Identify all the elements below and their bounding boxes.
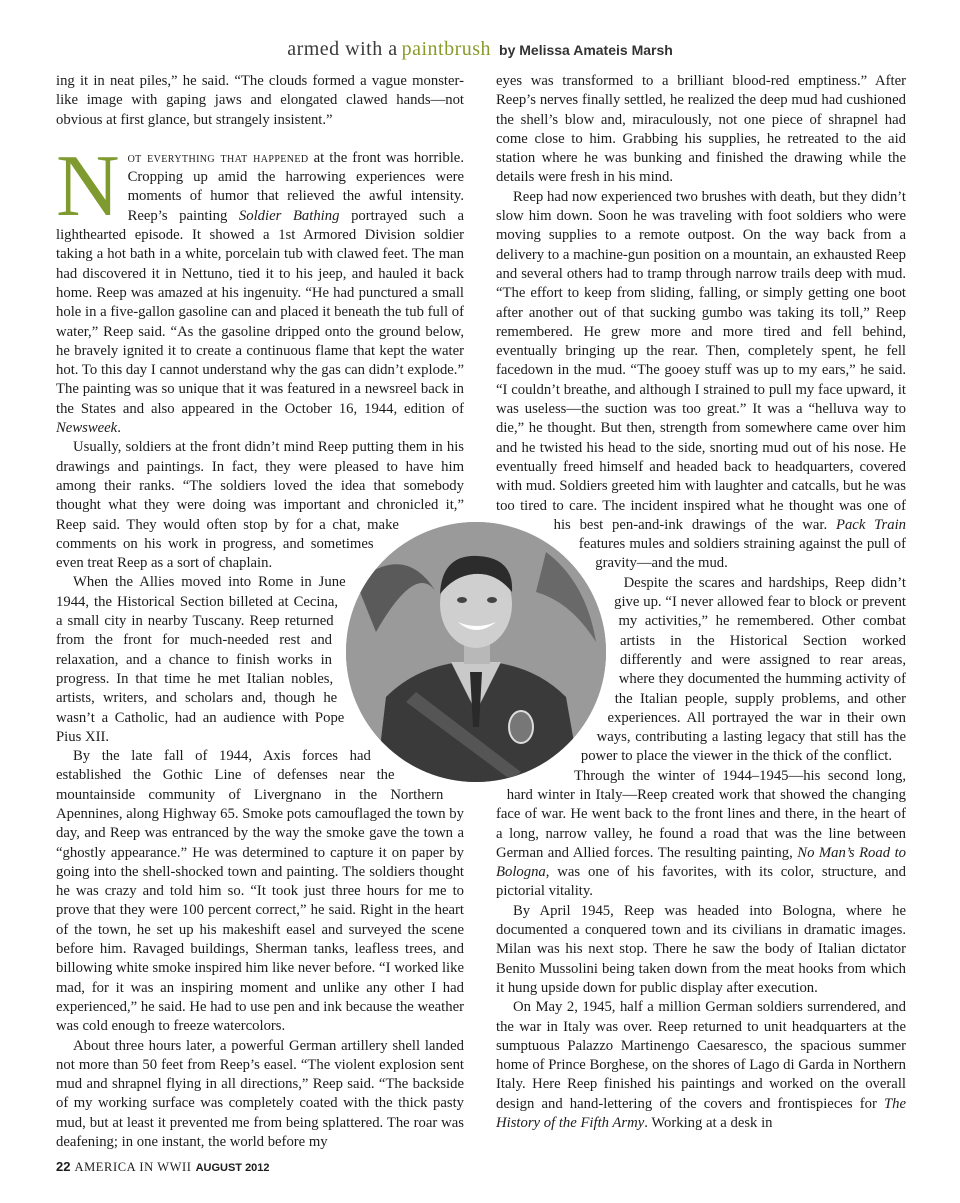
text: On May 2, 1945, half a million German soldiers surrendered, and the war in Italy was over. Reep returned to unit headquarters at the sumptuous Palazzo Martinengo Caesaresco, the spacious summer home of Prince Borghese, on the shores of Lago di Garda in Northern Italy. Here Reep finished his paintings and worked on the overall design and hand-lettering of the covers and frontispieces for <box>496 999 906 1112</box>
text: . Working at a desk in <box>644 1115 773 1132</box>
uniform-patch <box>509 711 533 743</box>
paragraph: ing it in neat piles,” he said. “The clouds formed a vague monster-like image with gaping jaws and elongated clawed hands—not obvious at first glance, but strangely insistent.” <box>56 73 464 128</box>
wrap-spacer <box>496 786 507 805</box>
drop-cap: N <box>56 137 120 235</box>
paragraph <box>496 998 906 1133</box>
soldier-portrait-photo <box>346 522 606 782</box>
article-header <box>0 38 960 61</box>
artwork-title: Soldier Bathing <box>238 207 340 224</box>
artwork-title: No Man’s Road to Bologna <box>496 844 906 881</box>
header-title-part2: paintbrush <box>401 38 492 60</box>
paragraph: eyes was transformed to a brilliant blood-red emptiness.” After Reep’s nerves finally settled, he realized the deep mud had cushioned the shell’s blow and, miraculously, not one piece of shrapnel had come close to him. Grabbing his supplies, he retreated to the aid station where he was bunking and finished the drawing while the details were fresh in his mind. <box>496 73 906 186</box>
paragraph: Despite the scares and hardships, Reep didn’t give up. “I never allowed fear to block or prevent my activities,” he remembered. Other combat artists in the Historical Section worked differently and were assigned to rear areas, where they documented the humming activity of the Italian people, supply problems, and other experiences. All portrayed the war in their own ways, contributing a lasting legacy that still has the power to place the viewer in the thick of the conflict. <box>580 574 906 765</box>
text: portrayed such a lighthearted episode. It showed a 1st Armored Division soldier taking a hot bath in a white, porcelain tub with clawed feet. The man had discovered it in Nettuno, tied it to his jeep, and hauled it back home. Reep was amazed at his ingenuity. “He had punctured a small hole in a five-gallon gasoline can and placed it beneath the tub full of water,” Reep said. “As the gasoline dripped onto the ground below, he bravely ignited it to create a continuous flame that kept the water hot. To this day I cannot understand why the gas can didn’t explode.” The painting was so unique that it was featured in a newsreel back in the States and also appeared in the October 16, 1944, edition of <box>56 207 464 417</box>
paragraph: By April 1945, Reep was headed into Bologna, where he documented a conquered town and its civilians in dramatic images. Milan was his next stop. There he saw the body of Italian dictator Benito Mussolini being taken down from the meat hooks from which it hung upside down for public display after execution. <box>496 902 906 996</box>
text: features mules and soldiers straining against the pull of gravity—and the mud. <box>578 536 906 572</box>
paragraph: When the Allies moved into Rome in June 1944, the Historical Section billeted at Cecina, a small city in nearby Tuscany. Reep returned from the front for much-needed rest and relaxation, and a chance to finish works in progress. In that time he met Italian nobles, artists, writers, and scholars and, though he wasn’t a Catholic, had an audience with Pope Pius XII. <box>56 574 346 745</box>
paragraph: By the late fall of 1944, Axis forces had established the Gothic Line of defenses near the mountainside community of Livergnano in the Northern Apennines, along Highway 65. Smoke pots camouflaged the town by day, and Reep was entranced by the way the smoke gave the town a “ghostly appearance.” He was determined to capture it on paper by going into the shell-shocked town and painting. The soldiers thought he was crazy and told him so. “It took just three hours for me to prove that they were 100 percent correct,” he said. Right in the heart of the town, he set up his makeshift easel and surveyed the scene before him. Ravaged buildings, Sherman tanks, leafless trees, and billowing white smoke inspired him like never before. “I worked like mad, for it was an inspiring moment and unlike any other I had experienced,” he said. He had to use pen and ink because the weather was cold enough to freeze watercolors. <box>56 748 464 1035</box>
page-footer <box>56 1158 270 1176</box>
artwork-title: Pack Train <box>835 516 906 533</box>
page-number: 22 <box>56 1159 71 1174</box>
paragraph <box>496 767 906 902</box>
paragraph-lead <box>56 137 464 438</box>
paragraph: Usually, soldiers at the front didn’t mind Reep putting them in his drawings and paintings. In fact, they were pleased to have him among their ranks. “The soldiers loved the idea that somebody thought what they were doing was important and chronicled it,” Reep said. They would often stop by for a chat, make comments on his work in progress, and sometimes even treat Reep as a sort of chaplain. <box>56 439 464 572</box>
wrap-spacer <box>443 786 464 805</box>
eye <box>457 597 467 603</box>
eye <box>487 597 497 603</box>
paragraph <box>496 188 906 574</box>
header-title-part1: armed with a <box>287 38 398 60</box>
byline: by Melissa Amateis Marsh <box>499 42 673 58</box>
paragraph: About three hours later, a powerful German artillery shell landed not more than 50 feet from Reep’s easel. “The violent explosion sent mud and shrapnel flying in all directions,” Reep said. “The backside of my working surface was completely coated with the thick pasty mud, but at least it prevented me from being splattered. The roar was deafening; in one instant, the world before my <box>56 1037 464 1151</box>
text: at the front was horrible. Cropping up amid the harrowing experiences were moments of humor that relieved the awful intensity. Reep’s painting <box>127 149 464 224</box>
text: , was one of his favorites, with its color, structure, and pictorial vitality. <box>496 864 906 900</box>
text: Reep had now experienced two brushes with death, but they didn’t slow him down. Soon he was traveling with foot soldiers who were moving supplies to a remote outpost. On the way back from a delivery to a machine-gun position on a mountain, an exhausted Reep and several others had to tramp through narrow trails deep with mud. “The effort to keep from sliding, falling, or simply getting one boot after another out of that sucking gumbo was taking its toll,” Reep remembered. He grew more and more tired and fell behind, eventually bringing up the rear. Then, completely spent, he fell facedown in the mud. “The gooey stuff was up to my ears,” he said. “I couldn’t breathe, and although I strained to pull my face upward, it was useless—the suction was too great.” It was a “helluva way to die,” he thought. But then, strength from somewhere came over him and he twisted his head to the side, snorting mud out of his nose. He eventually freed himself and headed back to headquarters, covered with mud. Soldiers greeted him with laughter and catcalls, but he was too tired to care. The incident inspired what he thought was one of his best pen-and-ink drawings of the war. <box>496 188 906 533</box>
issue-date: AUGUST 2012 <box>195 1162 270 1174</box>
lead-in: ot everything that happened <box>127 149 309 166</box>
book-title: The History of the Fifth Army <box>496 1095 906 1132</box>
text: Through the winter of 1944–1945—his second long, hard winter in Italy—Reep created work that showed the changing face of war. He went back to the front lines and there, in the heart of a long, narrow valley, he found a road that was the line between German and Allied forces. The resulting painting, <box>496 767 906 861</box>
publication-title: Newsweek <box>56 420 118 437</box>
text: . <box>117 420 121 437</box>
magazine-name: AMERICA IN WWII <box>74 1160 192 1174</box>
